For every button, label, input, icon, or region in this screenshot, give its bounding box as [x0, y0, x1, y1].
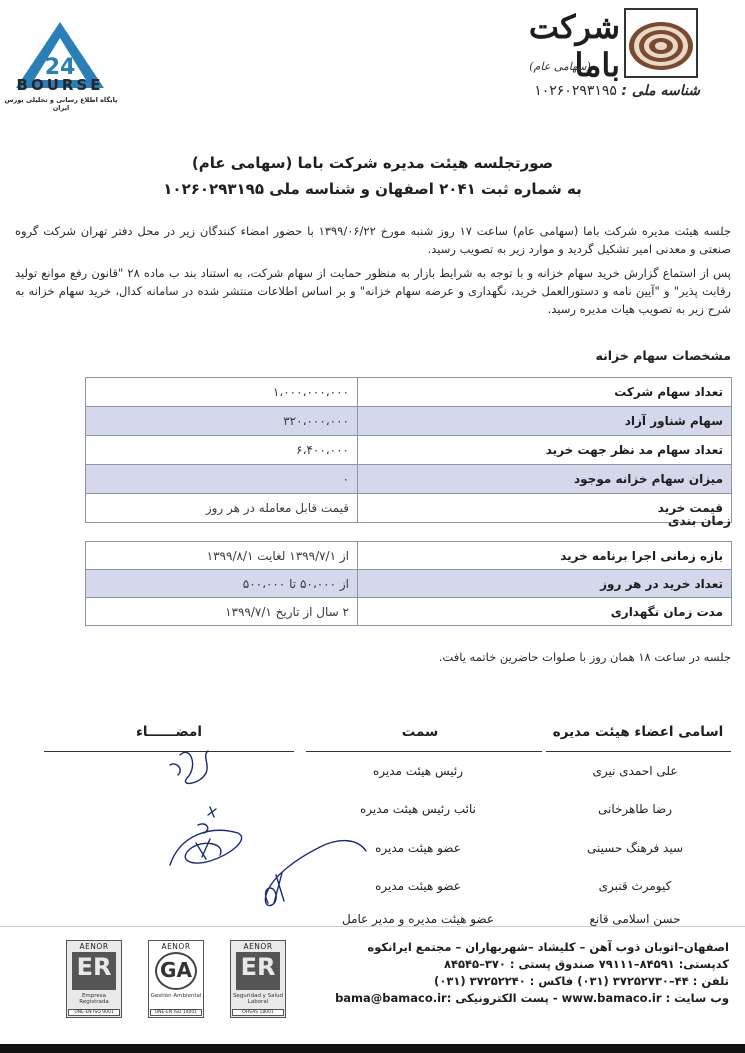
- row-label: تعداد خرید در هر روز: [358, 570, 732, 598]
- table-row: [86, 465, 732, 494]
- table-row: [86, 570, 732, 598]
- bama-emblem-icon: [624, 8, 698, 78]
- resolution-paragraph: پس از استماع گزارش خرید سهام خزانه و با توجه به شرایط بازار به منظور حمایت از سهام شرکت، به استناد بند ب ماده ۲۸ "قانون رفع موانع تولید رقابت پذیر" و "آیین نامه و دستورالعمل خرید، نگهداری و عرضه سهام خزانه" و بر اساس اطلاعات منتشر شده در سامانه کدال، خرید سهام خزانه به شرح زیر به تصویب هیات مدیره رسید.: [15, 266, 731, 316]
- cert-mark: ER: [76, 953, 112, 981]
- company-type: (سهامی عام): [529, 60, 591, 73]
- member-role: رئیس هیئت مدیره: [372, 764, 463, 778]
- member-name: علی احمدی نیری: [592, 764, 678, 778]
- cert-standard: UNE-EN ISO 9001: [68, 1009, 120, 1016]
- row-label: میزان سهام خزانه موجود: [358, 465, 732, 494]
- bourse-tagline: پایگاه اطلاع رسانی و تحلیلی بورس ایران: [4, 96, 118, 112]
- row-label: تعداد سهام شرکت: [358, 378, 732, 407]
- document-title: صورتجلسه هیئت مدیره شرکت باما (سهامی عام): [191, 154, 554, 172]
- page-bottom-edge: [0, 1044, 745, 1053]
- meeting-paragraph: جلسه هیئت مدیره شرکت باما (سهامی عام) ساعت ۱۷ روز شنبه مورخ ۱۳۹۹/۰۶/۲۲ با حضور امضاء کنندگان زیر در محل دفتر تهران شرکت گروه صنعتی و معدنی امیر تشکیل گردید و موارد زیر به تصویب رسید.: [15, 224, 731, 256]
- cert-type: Seguridad y Salud Laboral: [232, 993, 284, 1005]
- row-value: ۲ سال از تاریخ ۱۳۹۹/۷/۱: [86, 598, 358, 626]
- bourse-wordmark: BOURSE: [16, 76, 104, 94]
- signature-column-header: امضــــــاء: [136, 724, 202, 740]
- table-row: [86, 542, 732, 570]
- cert-mark: ER: [240, 953, 276, 981]
- row-value: از ۱۳۹۹/۷/۱ لغایت ۱۳۹۹/۸/۱: [86, 542, 358, 570]
- row-value: ۶،۴۰۰،۰۰۰: [86, 436, 358, 465]
- row-label: بازه زمانی اجرا برنامه خرید: [358, 542, 732, 570]
- schedule-table: [85, 541, 732, 626]
- cert-issuer: AENOR: [243, 942, 273, 951]
- member-name: حسن اسلامی قانع: [589, 912, 681, 926]
- member-role: عضو هیئت مدیره: [375, 879, 461, 893]
- cert-standard: UNE-EN ISO 14001: [150, 1009, 202, 1016]
- cert-standard: OHSAS 18001: [232, 1009, 284, 1016]
- row-label: تعداد سهام مد نظر جهت خرید: [358, 436, 732, 465]
- names-column-header: اسامی اعضاء هیئت مدیره: [552, 724, 724, 740]
- company-name: شرکت باما: [528, 8, 620, 84]
- treasury-table: [85, 377, 732, 523]
- bourse-logo-number: 24: [44, 55, 76, 80]
- cert-type: Empresa Registrada: [79, 993, 109, 1005]
- cert-issuer: AENOR: [79, 942, 109, 951]
- row-value: ۱،۰۰۰،۰۰۰،۰۰۰: [86, 378, 358, 407]
- cert-issuer: AENOR: [161, 942, 191, 951]
- footer-postal: کدپستی: ۸۴۵۹۱–۷۹۱۱۱ صندوق پستی : ۳۷۰–۸۴۵۴۵: [443, 957, 729, 971]
- table-row: [86, 494, 732, 523]
- member-name: رضا طاهرخانی: [597, 802, 673, 816]
- national-id: [500, 83, 700, 99]
- schedule-heading: زمان بندی: [667, 513, 731, 528]
- certification-badge: [148, 940, 204, 1018]
- member-role: عضو هیئت مدیره: [375, 841, 461, 855]
- cert-mark: GA: [160, 958, 192, 982]
- certification-badge: [66, 940, 122, 1018]
- member-role: نائب رئیس هیئت مدیره: [360, 802, 476, 816]
- treasury-heading: مشخصات سهام خزانه: [595, 348, 731, 363]
- table-row: [86, 407, 732, 436]
- member-name: سید فرهنگ حسینی: [586, 841, 684, 855]
- handwritten-signatures: [150, 725, 510, 925]
- row-value: ۰: [86, 465, 358, 494]
- member-name: کیومرث قنبری: [598, 879, 672, 893]
- row-label: قیمت خرید: [358, 494, 732, 523]
- table-row: [86, 378, 732, 407]
- row-value: قیمت قابل معامله در هر روز: [86, 494, 358, 523]
- footer-address: اصفهان–اتوبان ذوب آهن – کلیشاد –شهربهاران – مجتمع ایرانکوه: [367, 940, 729, 954]
- table-row: [86, 436, 732, 465]
- row-label: مدت زمان نگهداری: [358, 598, 732, 626]
- footer-phone: تلفن : ۴۴–۳۷۲۵۲۷۳۰ (۰۳۱) فاکس : ۳۷۲۵۲۲۴۰ (۰۳۱): [434, 974, 729, 988]
- national-id-label: شناسه ملی :: [621, 83, 700, 99]
- names-divider: [546, 751, 731, 752]
- national-id-value: ۱۰۲۶۰۲۹۳۱۹۵: [534, 83, 617, 99]
- row-value: از ۵۰،۰۰۰ تا ۵۰۰،۰۰۰: [86, 570, 358, 598]
- table-row: [86, 598, 732, 626]
- member-role: عضو هیئت مدیره و مدیر عامل: [342, 912, 494, 926]
- closing-sentence: جلسه در ساعت ۱۸ همان روز با صلوات حاضرین خاتمه یافت.: [438, 650, 731, 664]
- certification-badge: [230, 940, 286, 1018]
- footer-divider: [0, 926, 745, 927]
- document-subtitle: به شماره ثبت ۲۰۴۱ اصفهان و شناسه ملی ۱۰۲۶۰۲۹۳۱۹۵: [163, 180, 582, 198]
- footer-web: وب سایت : www.bamaco.ir - پست الکترونیکی :bama@bamaco.ir: [335, 991, 729, 1005]
- row-label: سهام شناور آزاد: [358, 407, 732, 436]
- cert-type: Gestión Ambiental: [150, 993, 202, 999]
- row-value: ۳۲۰،۰۰۰،۰۰۰: [86, 407, 358, 436]
- role-column-header: سمت: [401, 724, 439, 740]
